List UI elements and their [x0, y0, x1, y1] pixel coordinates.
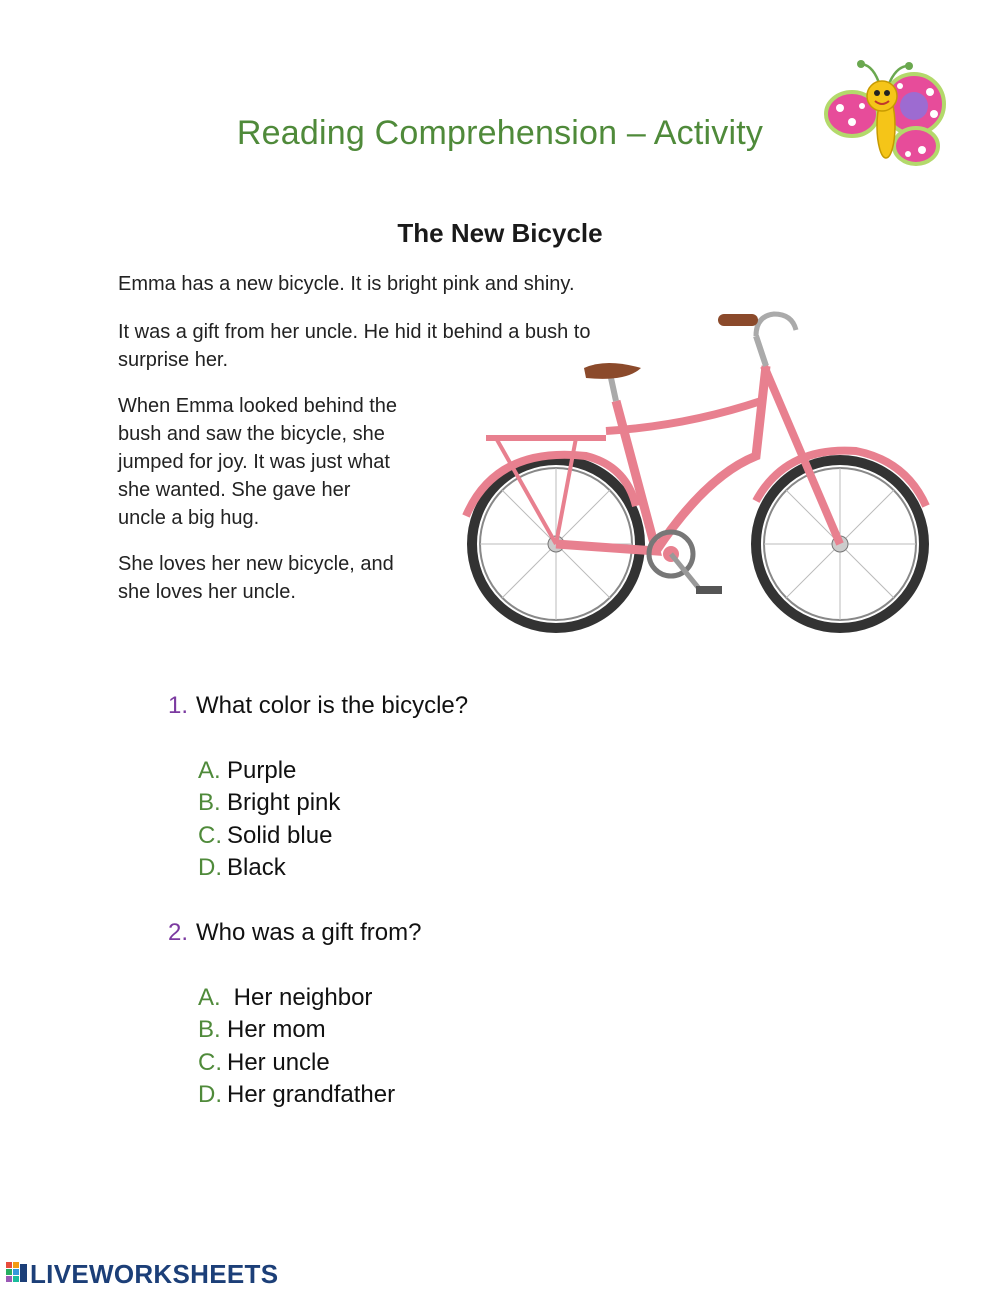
story-line: uncle a big hug.	[118, 507, 260, 529]
answer-option[interactable]	[198, 787, 340, 819]
option-text: Her mom	[227, 1016, 326, 1044]
question-number: 1.	[168, 692, 189, 719]
story-paragraph	[118, 270, 575, 298]
option-letter: D.	[198, 853, 222, 881]
option-text: Purple	[227, 757, 297, 784]
story-paragraph	[118, 392, 397, 532]
option-letter: C.	[198, 821, 222, 849]
question-text: Who was a gift from?	[196, 919, 422, 946]
story-line: she wanted. She gave her	[118, 479, 351, 501]
butterfly-icon	[822, 56, 946, 172]
story-paragraph	[118, 550, 394, 606]
footer-brand[interactable]	[6, 1258, 278, 1290]
option-text: Her uncle	[227, 1048, 330, 1076]
story-line: surprise her.	[118, 349, 229, 371]
story-line: It was a gift from her uncle. He hid it behind a bush to	[118, 321, 591, 343]
option-text: Her grandfather	[227, 1080, 396, 1108]
story-title: The New Bicycle	[397, 218, 603, 248]
option-letter: B.	[198, 789, 221, 817]
answer-option[interactable]	[198, 820, 340, 852]
option-text: Her neighbor	[227, 984, 373, 1011]
question-2-options	[198, 982, 395, 1111]
option-letter: D.	[198, 1080, 222, 1108]
option-letter: C.	[198, 1048, 222, 1076]
story-line: jumped for joy. It was just what	[118, 451, 390, 473]
option-letter: A.	[198, 984, 221, 1011]
option-text: Black	[227, 853, 286, 881]
answer-option[interactable]	[198, 1014, 395, 1046]
bicycle-icon	[456, 306, 936, 636]
story-line: she loves her uncle.	[118, 581, 296, 603]
page-title: Reading Comprehension – Activity	[236, 114, 764, 152]
answer-option[interactable]	[198, 1047, 395, 1079]
answer-option[interactable]	[198, 852, 340, 884]
answer-option[interactable]	[198, 982, 395, 1014]
option-letter: B.	[198, 1016, 221, 1044]
story-line: When Emma looked behind the	[118, 395, 398, 417]
answer-option[interactable]	[198, 755, 340, 787]
option-text: Bright pink	[227, 789, 341, 817]
answer-option[interactable]	[198, 1079, 395, 1111]
liveworksheets-logo-icon	[6, 1262, 28, 1286]
option-letter: A.	[198, 757, 221, 784]
story-line: bush and saw the bicycle, she	[118, 423, 385, 445]
option-text: Solid blue	[227, 821, 333, 849]
question-2	[168, 919, 421, 947]
question-text: What color is the bicycle?	[196, 692, 469, 719]
story-line: She loves her new bicycle, and	[118, 553, 394, 575]
question-1-options	[198, 755, 340, 884]
story-line: Emma has a new bicycle. It is bright pink and shiny.	[118, 273, 575, 295]
question-number: 2.	[168, 919, 189, 946]
brand-name: LIVEWORKSHEETS	[30, 1258, 279, 1289]
question-1	[168, 692, 468, 720]
